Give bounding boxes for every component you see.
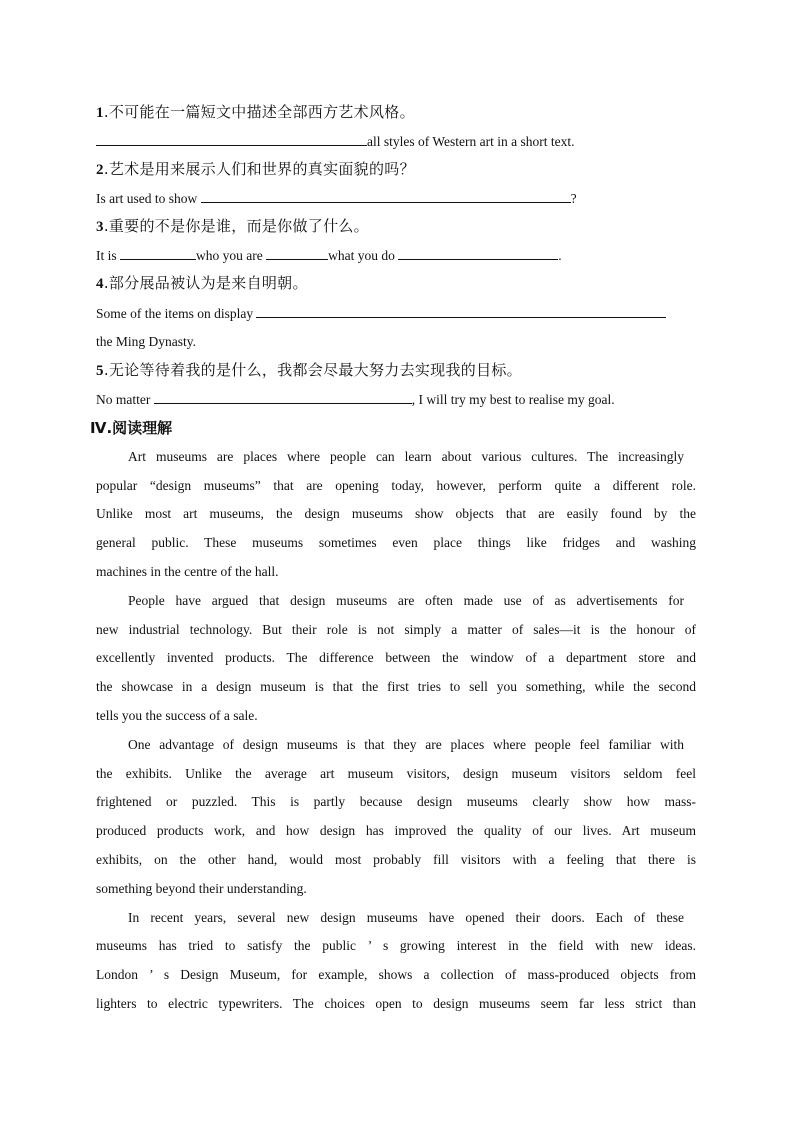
passage-line: tells you the success of a sale. <box>96 708 258 723</box>
sentence-text: who you are <box>196 248 263 263</box>
passage-line: In recent years, several new design museums have opened their doors. Each of these <box>128 910 684 925</box>
passage-line: produced products work, and how design has improved the quality of our lives. Art museum <box>96 823 696 838</box>
question-text: .无论等待着我的是什么，我都会尽最大努力去实现我的目标。 <box>103 361 522 379</box>
question-4-prompt <box>96 273 308 294</box>
passage-line: something beyond their understanding. <box>96 881 307 896</box>
question-3-prompt <box>96 216 369 237</box>
sentence-text: No matter <box>96 392 151 407</box>
question-number: 1 <box>96 105 104 121</box>
sentence-text: , I will try my best to realise my goal. <box>411 392 615 407</box>
passage-line: One advantage of design museums is that they are places where people feel familiar with <box>128 737 684 752</box>
sentence-text: It is <box>96 248 117 263</box>
sentence-text: what you do <box>328 248 395 263</box>
question-4-continuation: the Ming Dynasty. <box>96 334 196 349</box>
section-heading: Ⅳ.阅读理解 <box>90 419 173 437</box>
passage-line: frightened or puzzled. This is partly because design museums clearly show how mass- <box>96 794 696 809</box>
passage-line: Art museums are places where people can learn about various cultures. The increasingly <box>128 449 684 464</box>
question-text: .部分展品被认为是来自明朝。 <box>103 274 308 292</box>
question-text: .不可能在一篇短文中描述全部西方艺术风格。 <box>103 103 415 121</box>
sentence-text: Some of the items on display <box>96 306 254 321</box>
passage-line: popular “design museums” that are opening today, however, perform quite a different role. <box>96 478 696 493</box>
question-1-answer-line <box>96 132 575 151</box>
question-2-prompt <box>96 159 415 180</box>
question-5-answer-line <box>96 390 615 409</box>
passage-line: exhibits, on the other hand, would most probably fill visitors with a feeling that there is <box>96 852 696 867</box>
question-5-prompt <box>96 360 522 381</box>
passage-line: Unlike most art museums, the design museums show objects that are easily found by the <box>96 506 696 521</box>
passage-line: general public. These museums sometimes even place things like fridges and washing <box>96 535 696 550</box>
answer-blank[interactable] <box>154 390 412 404</box>
passage-line: excellently invented products. The difference between the window of a department store and <box>96 650 696 665</box>
answer-blank[interactable] <box>96 132 367 146</box>
passage-line: new industrial technology. But their role is not simply a matter of sales—it is the honour of <box>96 622 696 637</box>
answer-blank[interactable] <box>266 246 328 260</box>
question-number: 2 <box>96 162 104 178</box>
passage-line: London ’ s Design Museum, for example, shows a collection of mass-produced objects from <box>96 967 696 982</box>
question-4-answer-line <box>96 304 666 323</box>
passage-line: lighters to electric typewriters. The choices open to design museums seem far less strict than <box>96 996 696 1011</box>
passage-line: the exhibits. Unlike the average art museum visitors, design museum visitors seldom feel <box>96 766 696 781</box>
question-number: 4 <box>96 276 104 292</box>
passage-line: People have argued that design museums are often made use of as advertisements for <box>128 593 684 608</box>
sentence-text: . <box>558 248 562 263</box>
question-2-answer-line <box>96 189 577 208</box>
question-3-answer-line <box>96 246 562 265</box>
sentence-text: ? <box>570 191 577 206</box>
passage-line: museums has tried to satisfy the public ’ s growing interest in the field with new ideas. <box>96 938 696 953</box>
question-number: 5 <box>96 363 104 379</box>
sentence-text: all styles of Western art in a short text. <box>367 134 575 149</box>
answer-blank[interactable] <box>201 189 571 203</box>
answer-blank[interactable] <box>120 246 196 260</box>
passage-line: the showcase in a design museum is that the first tries to sell you something, while the second <box>96 679 696 694</box>
passage-line: machines in the centre of the hall. <box>96 564 279 579</box>
answer-blank[interactable] <box>398 246 558 260</box>
sentence-text: Is art used to show <box>96 191 198 206</box>
question-1-prompt <box>96 102 415 123</box>
question-text: .重要的不是你是谁，而是你做了什么。 <box>103 217 369 235</box>
question-text: .艺术是用来展示人们和世界的真实面貌的吗？ <box>103 160 415 178</box>
answer-blank[interactable] <box>256 304 666 318</box>
question-number: 3 <box>96 219 104 235</box>
